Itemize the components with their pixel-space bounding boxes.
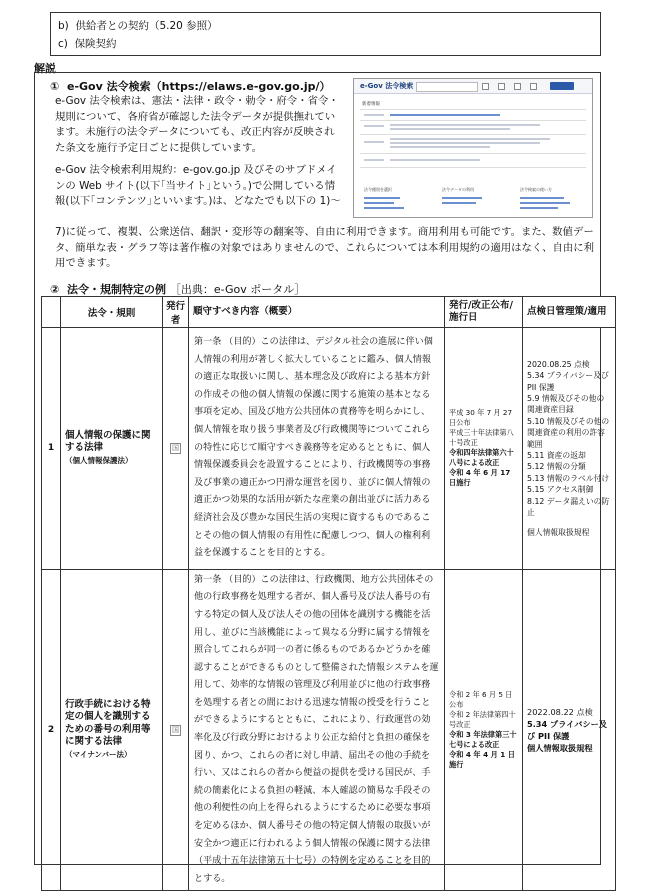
thumb-link — [520, 207, 558, 209]
thumb-line — [364, 141, 384, 143]
thumb-news-title: 新着情報 — [362, 102, 380, 107]
thumb-checkbox — [482, 83, 489, 90]
table-header-row — [42, 297, 616, 328]
thumb-line — [364, 159, 384, 161]
thumb-header-bar — [354, 79, 592, 94]
thumb-rule — [360, 153, 586, 154]
thumb-rule — [360, 120, 586, 121]
thumb-col-3: 法令検索の使い方 — [520, 187, 552, 192]
item2-heading: ② 法令・規制特定の例 ［出典：e-Gov ポータル］ — [50, 283, 306, 296]
law-dates: 平成 30 年 7 月 27 日公布 平成三十年法律第八十号改正 令和四年法律第六十八号による改正 令和 4 年 6 月 17 日施行 — [445, 328, 523, 570]
thumb-link — [364, 197, 400, 199]
law-name: 個人情報の保護に関する法律 （個人情報保護法） — [61, 328, 163, 570]
law-name: 行政手続における特定の個人を識別するための番号の利用等に関する法律 （マイナンバー法） — [61, 569, 163, 891]
egov-screenshot-thumbnail — [353, 78, 593, 218]
thumb-line — [390, 138, 550, 140]
thumb-link — [364, 202, 394, 204]
thumb-rule — [360, 134, 586, 135]
thumb-search-button — [550, 82, 574, 90]
thumb-line — [364, 125, 384, 127]
thumb-line — [390, 128, 510, 130]
law-controls: 2020.08.25 点検 5.34 プライバシー及び PII 保護 5.9 情報及びその他の関連資産目録 5.10 情報及びその他の関連資産の利用の許容範囲 5.11 資産の返却 5.12 情報の分類 5.13 情報のラベル付け 5.15 アクセス制御 8.12 データ漏えいの防止 個人情報取扱規程 — [523, 328, 616, 570]
thumb-rule — [360, 167, 586, 168]
item1-heading: ① e-Gov 法令検索（https://elaws.e-gov.go.jp/） — [50, 80, 331, 93]
item1-paragraph-2: e-Gov 法令検索利用規約：e-gov.go.jp 及びそのサブドメインの Web サイト(以下｢当サイト｣という。)で公開している情報(以下｢コンテンツ｣といいます。)は、どなたでも以下の 1)〜 — [55, 164, 341, 208]
thumb-checkbox — [498, 83, 505, 90]
thumb-line — [390, 159, 480, 161]
col-no — [42, 297, 61, 328]
thumb-line — [364, 114, 384, 116]
col-content: 順守すべき内容（概要） — [189, 297, 445, 328]
thumb-logo: e-Gov 法令検索 — [360, 82, 414, 90]
thumb-col-2: 法令データの利用 — [442, 187, 474, 192]
law-table — [41, 296, 616, 891]
table-row — [42, 569, 616, 891]
thumb-line — [390, 124, 540, 126]
thumb-col-1: 法令種別を選択 — [364, 187, 392, 192]
thumb-checkbox — [530, 83, 537, 90]
law-dates: 令和 2 年 6 月 5 日公布 令和 2 年法律第四十号改正 令和 3 年法律第三十七号による改正 令和 4 年 4 月 1 日施行 — [445, 569, 523, 891]
thumb-line — [390, 146, 490, 148]
issuer-cell — [163, 569, 189, 891]
row-number: 2 — [42, 569, 61, 891]
list-item-b: b) 供給者との契約（5.20 参照） — [58, 20, 218, 32]
thumb-checkbox — [514, 83, 521, 90]
thumb-line — [390, 142, 540, 144]
item2-source: ［出典：e-Gov ポータル］ — [169, 283, 306, 296]
row-number: 1 — [42, 328, 61, 570]
thumb-line — [390, 114, 500, 116]
thumb-link — [442, 202, 476, 204]
col-date: 発行/改正公布/施行日 — [445, 297, 523, 328]
law-content: 第一条 （目的）この法律は、デジタル社会の進展に伴い個人情報の利用が著しく拡大していることに鑑み、個人情報の適正な取扱いに関し、基本理念及び政府による基本方針の作成その他の個人情報の保護に関する施策の基本となる事項を定め、国及び地方公共団体の責務等を明らかにし、個人情報を取り扱う事業者及び行政機関等についてこれらの特性に応じて順守すべき義務等を定めるとともに、個人情報保護委員会を設置することにより、行政機関等の事務及び事業の適正かつ円滑な運営を図り、並びに個人情報の適正かつ効果的な活用が新たな産業の創出並びに活力ある経済社会及び豊かな国民生活の実現に資するものであることその他の個人情報の有用性に配慮しつつ、個人の権利利益を保護することを目的とする。 — [189, 328, 445, 570]
law-alias: （個人情報保護法） — [65, 455, 133, 465]
issuer-cell — [163, 328, 189, 570]
item1-paragraph-1: e-Gov 法令検索は、憲法・法律・政令・勅令・府令・省令・規則について、各府省が確認した法令データが提供撫れています。未施行の法令データについても、改正内容が反映された条文を施行予定日ごとに提供しています。 — [55, 95, 339, 154]
issuer-mark: 国 — [172, 725, 179, 734]
section-label: 解説 — [34, 62, 56, 75]
col-name: 法令・規則 — [61, 297, 163, 328]
law-content: 第一条 （目的）この法律は、行政機関、地方公共団体その他の行政事務を処理する者が、個人番号及び法人番号の有する特定の個人及び法人その他の団体を識別する機能を活用し、並びに当該機能によって異なる分野に属する情報を照合してこれらが同一の者に係るものであるかどうかを確認することができるものとして整備された情報システムを運用して、効率的な情報の管理及び利用並びに他の行政事務を処理する者との間における迅速な情報の授受を行うことができるようにするとともに、これにより、行政運営の効率化及び行政分野におけるより公正な給付と負担の確保を図り、かつ、これらの者に対し申請、届出その他の手続を行い、又はこれらの者から便益の提供を受ける国民が、手続の簡素化による負担の軽減、本人確認の簡易な手段その他の利便性の向上を得られるようにするために必要な事項を定めるほか、個人番号その他の特定個人情報の取扱いが安全かつ適正に行われるよう個人情報の保護に関する法律（平成十五年法律第五十七号）の特例を定めることを目的とする。 — [189, 569, 445, 891]
thumb-link — [520, 197, 564, 199]
thumb-rule — [360, 109, 586, 110]
top-list-box — [50, 12, 601, 56]
thumb-search-box — [416, 82, 478, 92]
thumb-link — [364, 207, 404, 209]
issuer-mark: 国 — [172, 443, 179, 452]
item1-paragraph-3: 7)に従って、複製、公衆送信、翻訳・変形等の翻案等、自由に利用できます。商用利用も可能です。また、数値データ、簡単な表・グラフ等は著作権の対象ではありませんので、これらについては本利用規約の適用はなく、自由に利用できます。 — [55, 226, 595, 270]
thumb-link — [520, 202, 570, 204]
col-issuer: 発行者 — [163, 297, 189, 328]
law-alias: （マイナンバー法） — [65, 749, 132, 759]
law-controls: 2022.08.22 点検 5.34 プライバシー及び PII 保護 個人情報取扱規程 — [523, 569, 616, 891]
table-row — [42, 328, 616, 570]
list-item-c: c) 保険契約 — [58, 38, 117, 50]
col-mgmt: 点検日管理策/適用 — [523, 297, 616, 328]
thumb-link — [442, 197, 482, 199]
egov-link[interactable]: e-Gov 法令検索（https://elaws.e-gov.go.jp/） — [67, 80, 331, 93]
